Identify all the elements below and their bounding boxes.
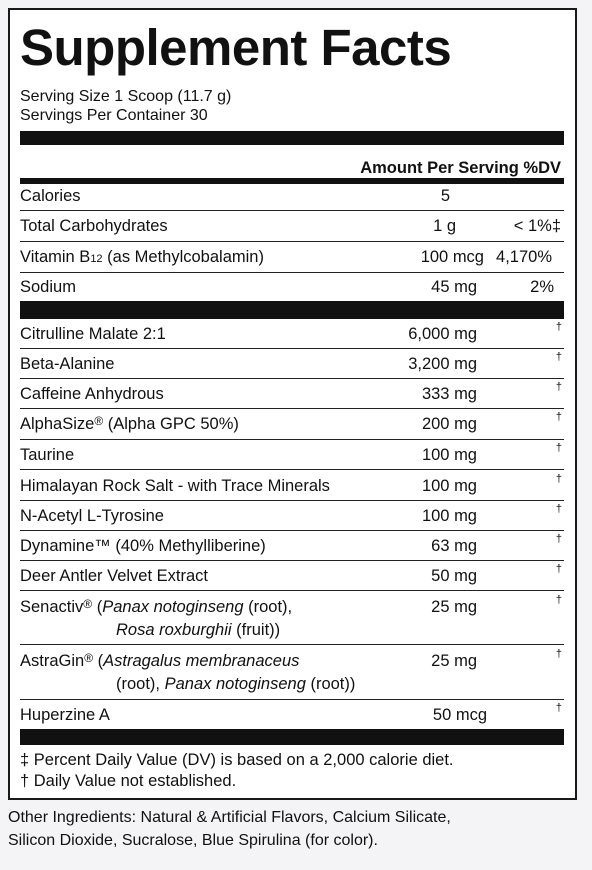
supplement-facts-panel (8, 8, 577, 800)
dagger-mark: † (555, 351, 562, 363)
nutrient-dv: 4,170% (496, 248, 552, 266)
medium-divider (20, 178, 564, 184)
dagger-mark: † (555, 533, 562, 545)
other-ingredients-line2: Silicon Dioxide, Sucralose, Blue Spirulina (for color). (8, 832, 378, 849)
ingredient-amount: 50 mg (431, 567, 477, 585)
row-divider (20, 699, 564, 700)
ingredient-row (20, 594, 564, 642)
nutrient-amount: 5 (440, 187, 450, 205)
dagger-mark: † (555, 702, 562, 714)
dagger-mark: † (555, 648, 562, 660)
footnote-dv: ‡ Percent Daily Value (DV) is based on a 2,000 calorie diet. (20, 751, 454, 769)
footnote-not-established: † Daily Value not established. (20, 772, 237, 790)
row-divider (20, 408, 564, 409)
nutrient-name: Sodium (20, 278, 76, 296)
other-ingredients-line1: Other Ingredients: Natural & Artificial Flavors, Calcium Silicate, (8, 809, 451, 826)
nutrient-amount: 1 g (433, 217, 456, 235)
dagger-mark: † (555, 563, 562, 575)
dagger-mark: † (555, 442, 562, 454)
row-divider (20, 241, 564, 242)
ingredient-amount: 50 mcg (432, 706, 487, 724)
ingredient-amount: 3,200 mg (408, 355, 477, 373)
row-divider (20, 560, 564, 561)
row-divider (20, 378, 564, 379)
row-divider (20, 439, 564, 440)
ingredient-name-line2: Rosa roxburghii (fruit)) (116, 621, 281, 639)
nutrient-dv: 2% (530, 278, 554, 296)
ingredient-name: Caffeine Anhydrous (20, 385, 164, 403)
ingredient-amount: 25 mg (431, 598, 477, 616)
row-divider (20, 210, 564, 211)
row-divider (20, 348, 564, 349)
ingredient-name: Citrulline Malate 2:1 (20, 325, 166, 343)
dagger-mark: † (555, 321, 562, 333)
nutrient-dv: < 1%‡ (513, 217, 561, 235)
ingredient-name-line2: (root), Panax notoginseng (root)) (116, 675, 356, 693)
ingredient-amount: 100 mg (421, 507, 477, 525)
nutrient-name: Calories (20, 187, 81, 205)
nutrient-amount: 100 mcg (420, 248, 484, 266)
ingredient-amount: 200 mg (421, 415, 477, 433)
ingredient-amount: 100 mg (421, 446, 477, 464)
ingredient-amount: 100 mg (421, 477, 477, 495)
ingredient-name: Senactiv® (Panax notoginseng (root), (20, 597, 293, 616)
ingredient-amount: 6,000 mg (408, 325, 477, 343)
thick-divider (20, 729, 564, 745)
row-divider (20, 644, 564, 645)
dagger-mark: † (555, 503, 562, 515)
nutrient-name: Vitamin B12 (as Methylcobalamin) (20, 248, 264, 266)
ingredient-amount: 63 mg (431, 537, 477, 555)
amount-header: Amount Per Serving %DV (360, 159, 561, 177)
ingredient-name: N-Acetyl L-Tyrosine (20, 507, 164, 525)
other-ingredients (8, 806, 578, 852)
ingredient-amount: 333 mg (421, 385, 477, 403)
row-divider (20, 590, 564, 591)
ingredient-row (20, 648, 564, 696)
ingredient-amount: 25 mg (431, 652, 477, 670)
ingredient-name: Dynamine™ (40% Methylliberine) (20, 537, 266, 555)
dagger-mark: † (555, 594, 562, 606)
row-divider (20, 272, 564, 273)
row-divider (20, 500, 564, 501)
dagger-mark: † (555, 473, 562, 485)
ingredient-name: Taurine (20, 446, 75, 464)
serving-size: Serving Size 1 Scoop (11.7 g) (20, 88, 232, 105)
servings-per-container: Servings Per Container 30 (20, 107, 208, 124)
thick-divider (20, 301, 564, 319)
nutrient-name: Total Carbohydrates (20, 217, 168, 235)
ingredient-name: Deer Antler Velvet Extract (20, 567, 209, 585)
ingredient-name: Beta-Alanine (20, 355, 115, 373)
ingredient-name: AstraGin® (Astragalus membranaceus (20, 651, 300, 670)
ingredient-name: AlphaSize® (Alpha GPC 50%) (20, 414, 239, 433)
row-divider (20, 530, 564, 531)
row-divider (20, 469, 564, 470)
ingredient-name: Huperzine A (20, 706, 110, 724)
thick-divider (20, 131, 564, 145)
panel-title: Supplement Facts (20, 19, 452, 76)
dagger-mark: † (555, 411, 562, 423)
ingredient-name: Himalayan Rock Salt - with Trace Minerals (20, 477, 330, 495)
nutrient-amount: 45 mg (431, 278, 477, 296)
dagger-mark: † (555, 381, 562, 393)
